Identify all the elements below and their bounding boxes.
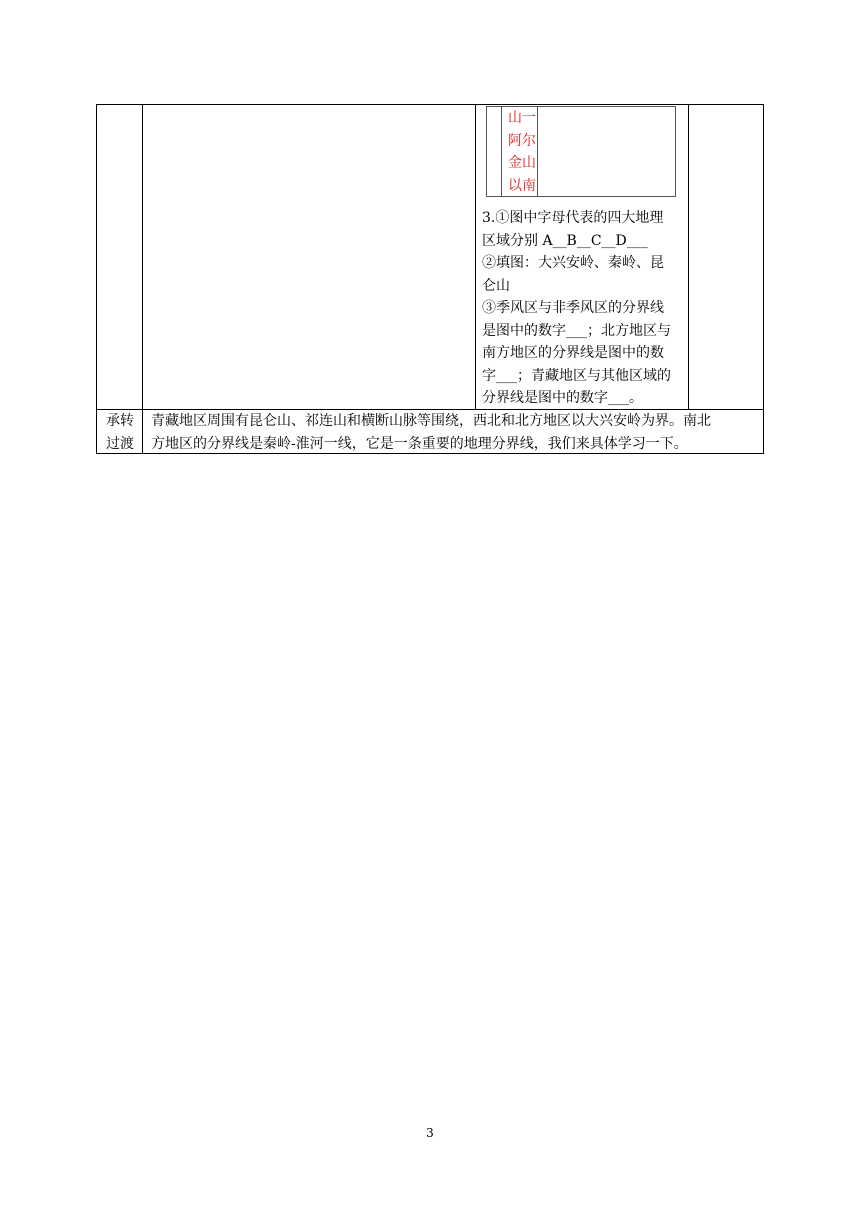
question-3 [482, 207, 692, 410]
figure-divider-left [501, 107, 502, 196]
question-line: 分界线是图中的数字___。 [482, 390, 643, 406]
question-line: ③季风区与非季风区的分界线 [482, 300, 664, 316]
page-number: 3 [426, 1126, 434, 1140]
lesson-table [96, 104, 764, 454]
red-text-line: 金山 [508, 155, 536, 171]
question-line: ②填图：大兴安岭、秦岭、昆 [482, 255, 664, 271]
question-line: 区域分别 A__B__C__D___ [482, 232, 648, 249]
transition-text-line: 方地区的分界线是秦岭-淮河一线，它是一条重要的地理分界线，我们来具体学习一下。 [151, 435, 688, 452]
column-divider-2 [475, 105, 476, 410]
question-line: 南方地区的分界线是图中的数 [482, 345, 664, 361]
column-divider-1 [142, 105, 143, 410]
transition-label-line: 承转 [106, 413, 134, 429]
question-line: 字___；青藏地区与其他区域的 [482, 367, 671, 384]
question-line: 是图中的数字___；北方地区与 [482, 322, 671, 339]
question-line: 仑山 [482, 277, 510, 294]
red-text-line: 山一 [508, 110, 536, 126]
question-line: 3.①图中字母代表的四大地理 [482, 210, 664, 226]
red-text-line: 阿尔 [508, 132, 536, 149]
red-text-line: 以南 [508, 177, 536, 194]
transition-text-line: 青藏地区周围有昆仑山、祁连山和横断山脉等围绕，西北和北方地区以大兴安岭为界。南北 [151, 413, 711, 429]
transition-label [97, 410, 143, 455]
transition-label-line: 过渡 [106, 435, 134, 452]
red-label-column [505, 107, 539, 197]
transition-content [151, 410, 761, 455]
